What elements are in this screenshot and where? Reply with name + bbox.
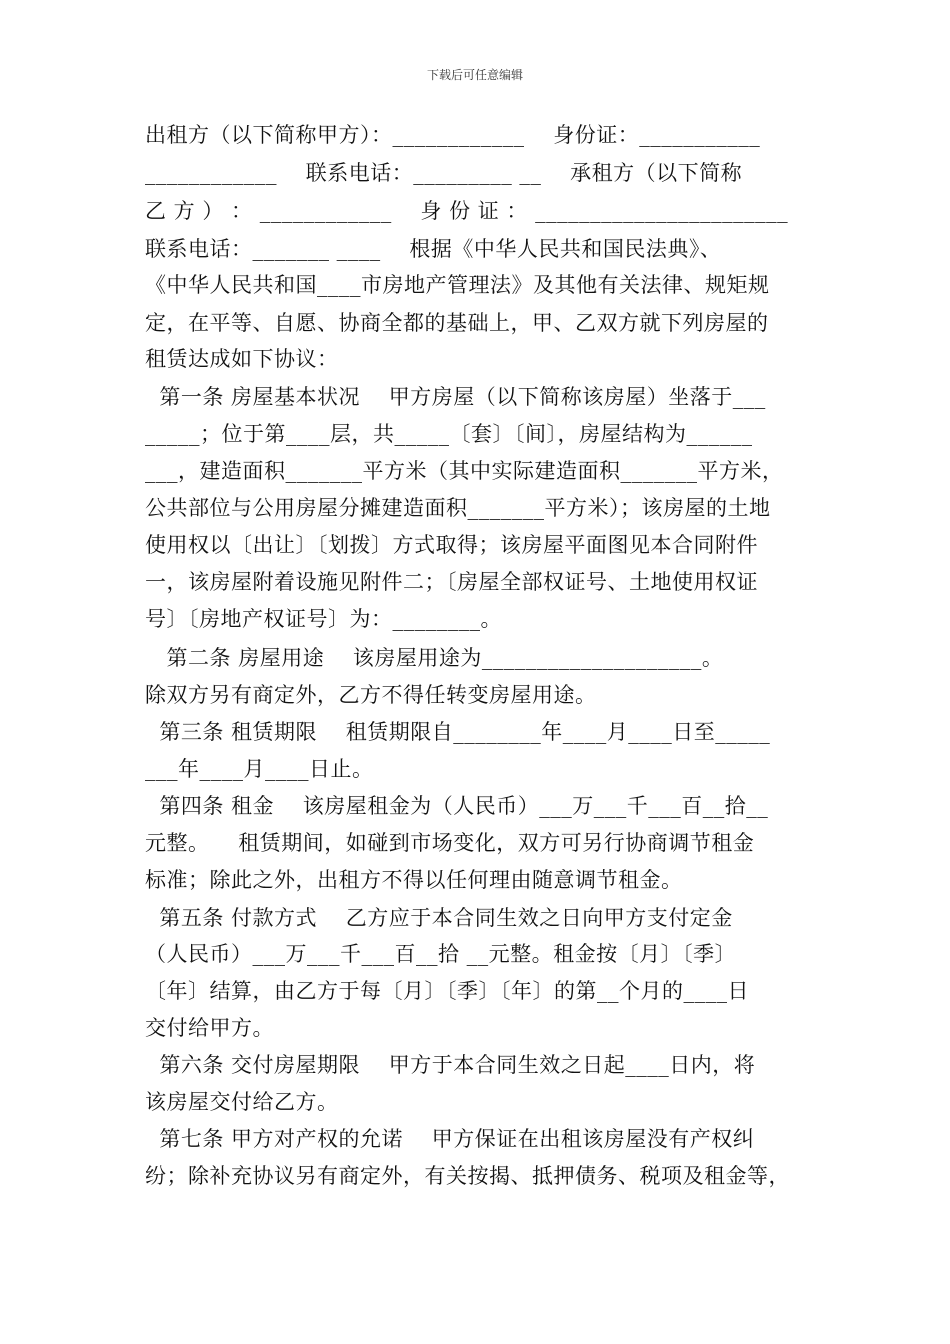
contract-line: 出租方（以下简称甲方）：____________ 身份证：___________ xyxy=(145,123,761,147)
contract-line: 纷；除补充协议另有商定外，有关按揭、抵押债务、税项及租金等， xyxy=(145,1164,790,1188)
contract-line: 〔年〕结算，由乙方于每〔月〕〔季〕〔年〕的第__个月的____日 xyxy=(145,979,749,1003)
contract-line: 交付给甲方。 xyxy=(145,1016,274,1040)
contract-line: 号〕〔房地产权证号〕为：________。 xyxy=(145,607,502,631)
contract-line: 除双方另有商定外，乙方不得任转变房屋用途。 xyxy=(145,683,597,707)
contract-line: 元整。 租赁期间，如碰到市场变化，双方可另行协商调节租金 xyxy=(145,831,755,855)
contract-line: 第五条 付款方式 乙方应于本合同生效之日向甲方支付定金 xyxy=(145,906,733,930)
contract-line: 《中华人民共和国____市房地产管理法》及其他有关法律、规矩规 xyxy=(145,273,770,297)
contract-line: 第二条 房屋用途 该房屋用途为____________________。 xyxy=(145,646,724,670)
contract-line: 第七条 甲方对产权的允诺 甲方保证在出租该房屋没有产权纠 xyxy=(145,1127,755,1151)
contract-line: 公共部位与公用房屋分摊建造面积_______平方米）；该房屋的土地 xyxy=(145,496,771,520)
contract-line: 一，该房屋附着设施见附件二；〔房屋全部权证号、土地使用权证 xyxy=(145,570,758,594)
contract-line: 乙 方 ） ： ____________ 身 份 证 ： _______________________ xyxy=(145,199,789,223)
contract-line: 定，在平等、自愿、协商全都的基础上，甲、乙双方就下列房屋的 xyxy=(145,311,769,335)
contract-line: 第一条 房屋基本状况 甲方房屋（以下简称该房屋）坐落于___ xyxy=(145,385,766,409)
contract-line: 第六条 交付房屋期限 甲方于本合同生效之日起____日内，将 xyxy=(145,1053,756,1077)
contract-line: 使用权以〔出让〕〔划拨〕方式取得；该房屋平面图见本合同附件 xyxy=(145,533,758,557)
contract-line: 第三条 租赁期限 租赁期限自________年____月____日至_____ xyxy=(145,720,771,744)
contract-line: 联系电话：_______ ____ 根据《中华人民共和国民法典》、 xyxy=(145,237,722,261)
contract-line: ___，建造面积_______平方米（其中实际建造面积_______平方米， xyxy=(145,459,784,483)
contract-line: 标准；除此之外，出租方不得以任何理由随意调节租金。 xyxy=(145,868,683,892)
contract-line: _____；位于第____层，共_____〔套〕〔间〕，房屋结构为______ xyxy=(145,422,753,446)
contract-line: 该房屋交付给乙方。 xyxy=(145,1090,339,1114)
contract-line: ____________ 联系电话：_________ __ 承租方（以下简称 xyxy=(145,161,743,185)
contract-line: 租赁达成如下协议： xyxy=(145,347,339,371)
contract-line: ___年____月____日止。 xyxy=(145,757,374,781)
page-header-note: 下载后可任意编辑 xyxy=(426,68,523,82)
contract-line: 第四条 租金 该房屋租金为（人民币）___万___千___百__拾__ xyxy=(145,794,769,818)
contract-line: （人民币）___万___千___百__拾 __元整。租金按〔月〕〔季〕 xyxy=(145,942,737,966)
